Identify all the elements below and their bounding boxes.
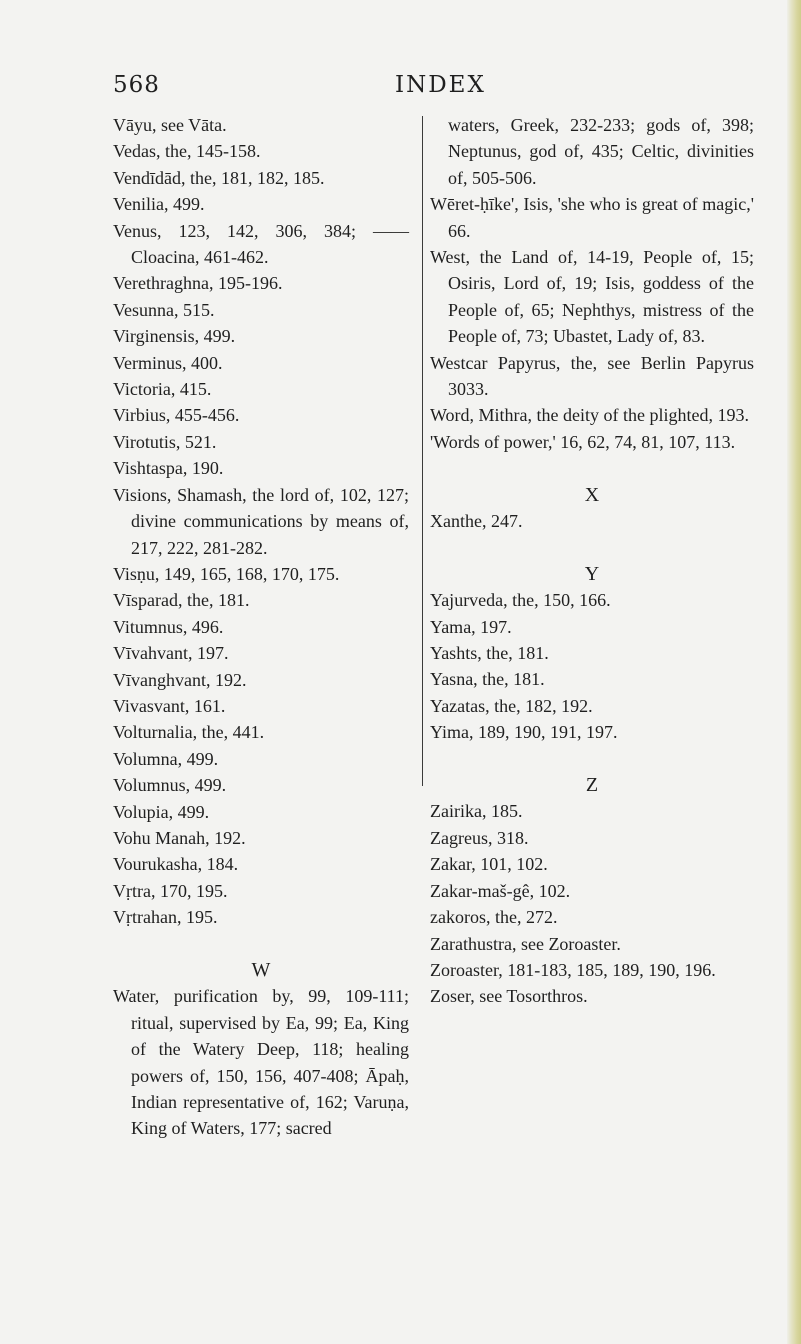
column-divider bbox=[422, 116, 423, 786]
index-entry: Westcar Papyrus, the, see Berlin Papyrus 3033. bbox=[430, 352, 754, 400]
index-entry: 'Words of power,' 16, 62, 74, 81, 107, 113. bbox=[430, 431, 736, 452]
index-entry: Vesunna, 515. bbox=[113, 299, 215, 320]
index-entry: Zoser, see Tosorthros. bbox=[430, 986, 588, 1007]
index-entry: Yama, 197. bbox=[430, 616, 512, 637]
index-entry: Virotutis, 521. bbox=[113, 431, 217, 452]
index-entry: Vedas, the, 145-158. bbox=[113, 141, 261, 162]
index-entry: Volturnalia, the, 441. bbox=[113, 722, 265, 743]
section-letter-y: Y bbox=[584, 562, 600, 585]
index-entry: Zarathustra, see Zoroaster. bbox=[430, 933, 621, 954]
right-column bbox=[430, 112, 754, 1010]
index-entry: Yazatas, the, 182, 192. bbox=[430, 695, 593, 716]
index-entry: Virbius, 455-456. bbox=[113, 405, 240, 426]
index-entry: Volupia, 499. bbox=[113, 801, 210, 822]
index-entry: Visṇu, 149, 165, 168, 170, 175. bbox=[113, 563, 340, 584]
index-entry: Vourukasha, 184. bbox=[113, 854, 239, 875]
index-entry: zakoros, the, 272. bbox=[430, 907, 558, 928]
index-entry: Venus, 123, 142, 306, 384; —— Cloacina, 461-462. bbox=[113, 220, 409, 268]
index-entry: Zakar, 101, 102. bbox=[430, 854, 548, 875]
index-entry: Word, Mithra, the deity of the plighted, 193. bbox=[430, 405, 749, 426]
index-entry: Zairika, 185. bbox=[430, 801, 523, 822]
index-entry: Zagreus, 318. bbox=[430, 827, 529, 848]
index-entry: Visions, Shamash, the lord of, 102, 127; divine communications by means of, 217, 222, 281-282. bbox=[113, 484, 409, 558]
index-entry: Vendīdād, the, 181, 182, 185. bbox=[113, 167, 325, 188]
index-entry: Wēret-ḥīke', Isis, 'she who is great of magic,' 66. bbox=[430, 194, 754, 241]
index-entry: Water, purification by, 99, 109-111; ritual, supervised by Ea, 99; Ea, King of the Watery Deep, 118; healing powers of, 150, 156, 407-408; Āpaḥ, Indian representative of, 162; Varuṇa, King of Waters, 177; sacred bbox=[113, 986, 409, 1139]
index-entry: Victoria, 415. bbox=[113, 379, 212, 400]
index-entry: Virginensis, 499. bbox=[113, 326, 236, 347]
index-entry: Vivasvant, 161. bbox=[113, 695, 226, 716]
index-entry: Venilia, 499. bbox=[113, 194, 205, 215]
index-entry: Yima, 189, 190, 191, 197. bbox=[430, 722, 618, 743]
index-entry: Verminus, 400. bbox=[113, 352, 223, 373]
index-entry: Vohu Manah, 192. bbox=[113, 827, 246, 848]
index-entry: Zakar-maš-gê, 102. bbox=[430, 880, 571, 901]
index-entry: Yashts, the, 181. bbox=[430, 643, 549, 664]
index-entry: Xanthe, 247. bbox=[430, 511, 523, 532]
index-entry: Yasna, the, 181. bbox=[430, 669, 545, 690]
index-entry: Volumnus, 499. bbox=[113, 775, 227, 796]
page-number: 568 bbox=[113, 72, 160, 98]
index-entry: Zoroaster, 181-183, 185, 189, 190, 196. bbox=[430, 959, 716, 980]
index-entry: Vṛtrahan, 195. bbox=[113, 907, 218, 928]
running-head: INDEX bbox=[395, 72, 486, 98]
page-edge bbox=[787, 0, 801, 1344]
section-letter-x: X bbox=[584, 483, 600, 506]
section-letter-w: W bbox=[251, 958, 271, 981]
index-entry: West, the Land of, 14-19, People of, 15; Osiris, Lord of, 19; Isis, goddess of the People of, 65; Nephthys, mistress of the People of, 73; Ubastet, Lady of, 83. bbox=[430, 247, 754, 347]
index-entry: Vishtaspa, 190. bbox=[113, 458, 224, 479]
index-entry: Volumna, 499. bbox=[113, 748, 219, 769]
index-entry: Vitumnus, 496. bbox=[113, 616, 224, 637]
index-entry: Vāyu, see Vāta. bbox=[113, 115, 227, 135]
page-header bbox=[113, 72, 773, 102]
left-column bbox=[113, 112, 409, 1142]
index-entry: Yajurveda, the, 150, 166. bbox=[430, 590, 611, 611]
index-entry: Vṛtra, 170, 195. bbox=[113, 880, 228, 901]
index-entry: Vīsparad, the, 181. bbox=[113, 590, 250, 611]
index-entry: waters, Greek, 232-233; gods of, 398; Neptunus, god of, 435; Celtic, divinities of, 505-506. bbox=[448, 115, 754, 188]
index-entry: Vīvahvant, 197. bbox=[113, 643, 229, 664]
index-entry: Vīvanghvant, 192. bbox=[113, 669, 247, 690]
section-letter-z: Z bbox=[585, 774, 599, 797]
index-entry: Verethraghna, 195-196. bbox=[113, 273, 283, 294]
